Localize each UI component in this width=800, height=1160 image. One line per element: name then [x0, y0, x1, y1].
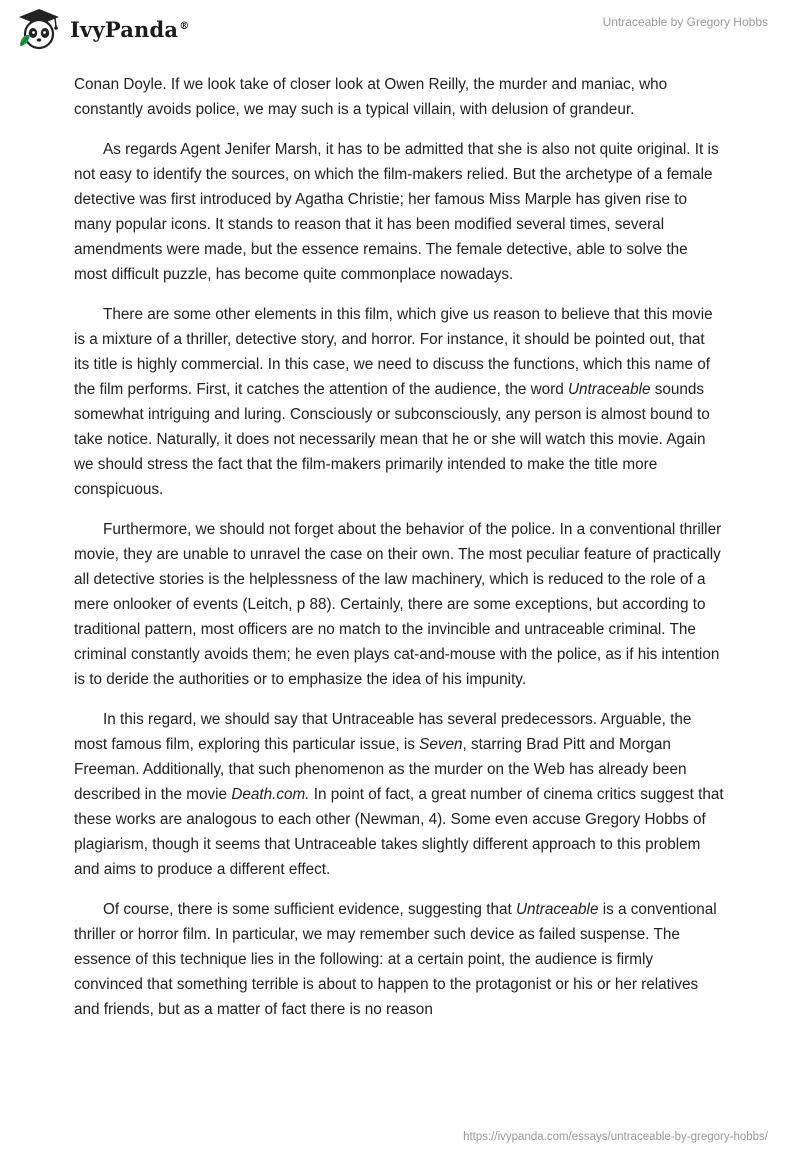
page-header	[0, 0, 800, 64]
italic-title: Untraceable	[568, 381, 651, 398]
text-run: , starring Brad Pitt and Morgan Freeman. Additionally, that such phenomenon as the murder on the Web has already been described in the movie	[74, 736, 687, 803]
text-run: In this regard, we should say that Untraceable has several predecessors. Arguable, the most famous film, exploring this particular issue, is	[74, 711, 692, 753]
paragraph-p3	[74, 517, 724, 692]
ivypanda-logo[interactable]	[16, 6, 189, 52]
paragraph-p4	[74, 707, 724, 882]
text-run: sounds somewhat intriguing and luring. Consciously or subconsciously, any person is almost bound to take notice. Naturally, it does not necessarily mean that he or she will watch this movie. Again we should stress the fact that the film-makers primarily intended to make the title more conspicuous.	[74, 381, 710, 498]
paragraph-p5	[74, 897, 724, 1022]
text-run: In point of fact, a great number of cinema critics suggest that these works are analogous to each other (Newman, 4). Some even accuse Gregory Hobbs of plagiarism, though it seems that Untraceable takes slightly different approach to this problem and aims to produce a different effect.	[74, 786, 724, 878]
panda-mascot-icon	[16, 6, 62, 52]
italic-title: Death.com.	[231, 786, 310, 803]
text-run: Furthermore, we should not forget about the behavior of the police. In a conventional thriller movie, they are unable to unravel the case on their own. The most peculiar feature of practically all detective stories is the helplessness of the law machinery, which is reduced to the role of a mere onlooker of events (Leitch, p 88). Certainly, there are some exceptions, but according to traditional pattern, most officers are no match to the invincible and untraceable criminal. The criminal constantly avoids them; he even plays cat-and-mouse with the police, as if his intention is to deride the authorities or to emphasize the idea of his impunity.	[74, 521, 722, 688]
text-run: Of course, there is some sufficient evidence, suggesting that	[103, 901, 516, 918]
italic-title: Seven	[419, 736, 463, 753]
document-title: Untraceable by Gregory Hobbs	[602, 15, 768, 29]
text-run: There are some other elements in this film, which give us reason to believe that this movie is a mixture of a thriller, detective story, and horror. For instance, it should be pointed out, that its title is highly commercial. In this case, we need to discuss the functions, which this name of the film performs. First, it catches the attention of the audience, the word	[74, 306, 713, 398]
paragraph-p2	[74, 302, 724, 502]
paragraph-p0	[74, 72, 724, 122]
italic-title: Untraceable	[515, 901, 599, 918]
text-run: As regards Agent Jenifer Marsh, it has to be admitted that she is also not quite original. It is not easy to identify the sources, on which the film-makers relied. But the archetype of a female detective was first introduced by Agatha Christie; her famous Miss Marple has given rise to many popular icons. It stands to reason that it has been modified several times, several amendments were made, but the essence remains. The female detective, able to solve the most difficult puzzle, has become quite commonplace nowadays.	[74, 141, 719, 283]
essay-body	[74, 72, 724, 1037]
text-run: Conan Doyle. If we look take of closer look at Owen Reilly, the murder and maniac, who constantly avoids police, we may such is a typical villain, with delusion of grandeur.	[74, 76, 668, 118]
brand-name: IvyPanda®	[70, 16, 190, 42]
paragraph-p1	[74, 137, 724, 287]
text-run: is a conventional thriller or horror film. In particular, we may remember such device as failed suspense. The essence of this technique lies in the following: at a certain point, the audience is firmly convinced that something terrible is about to happen to the protagonist or his or her relatives and friends, but as a matter of fact there is no reason	[74, 901, 717, 1018]
source-url[interactable]: https://ivypanda.com/essays/untraceable-by-gregory-hobbs/	[463, 1131, 768, 1143]
